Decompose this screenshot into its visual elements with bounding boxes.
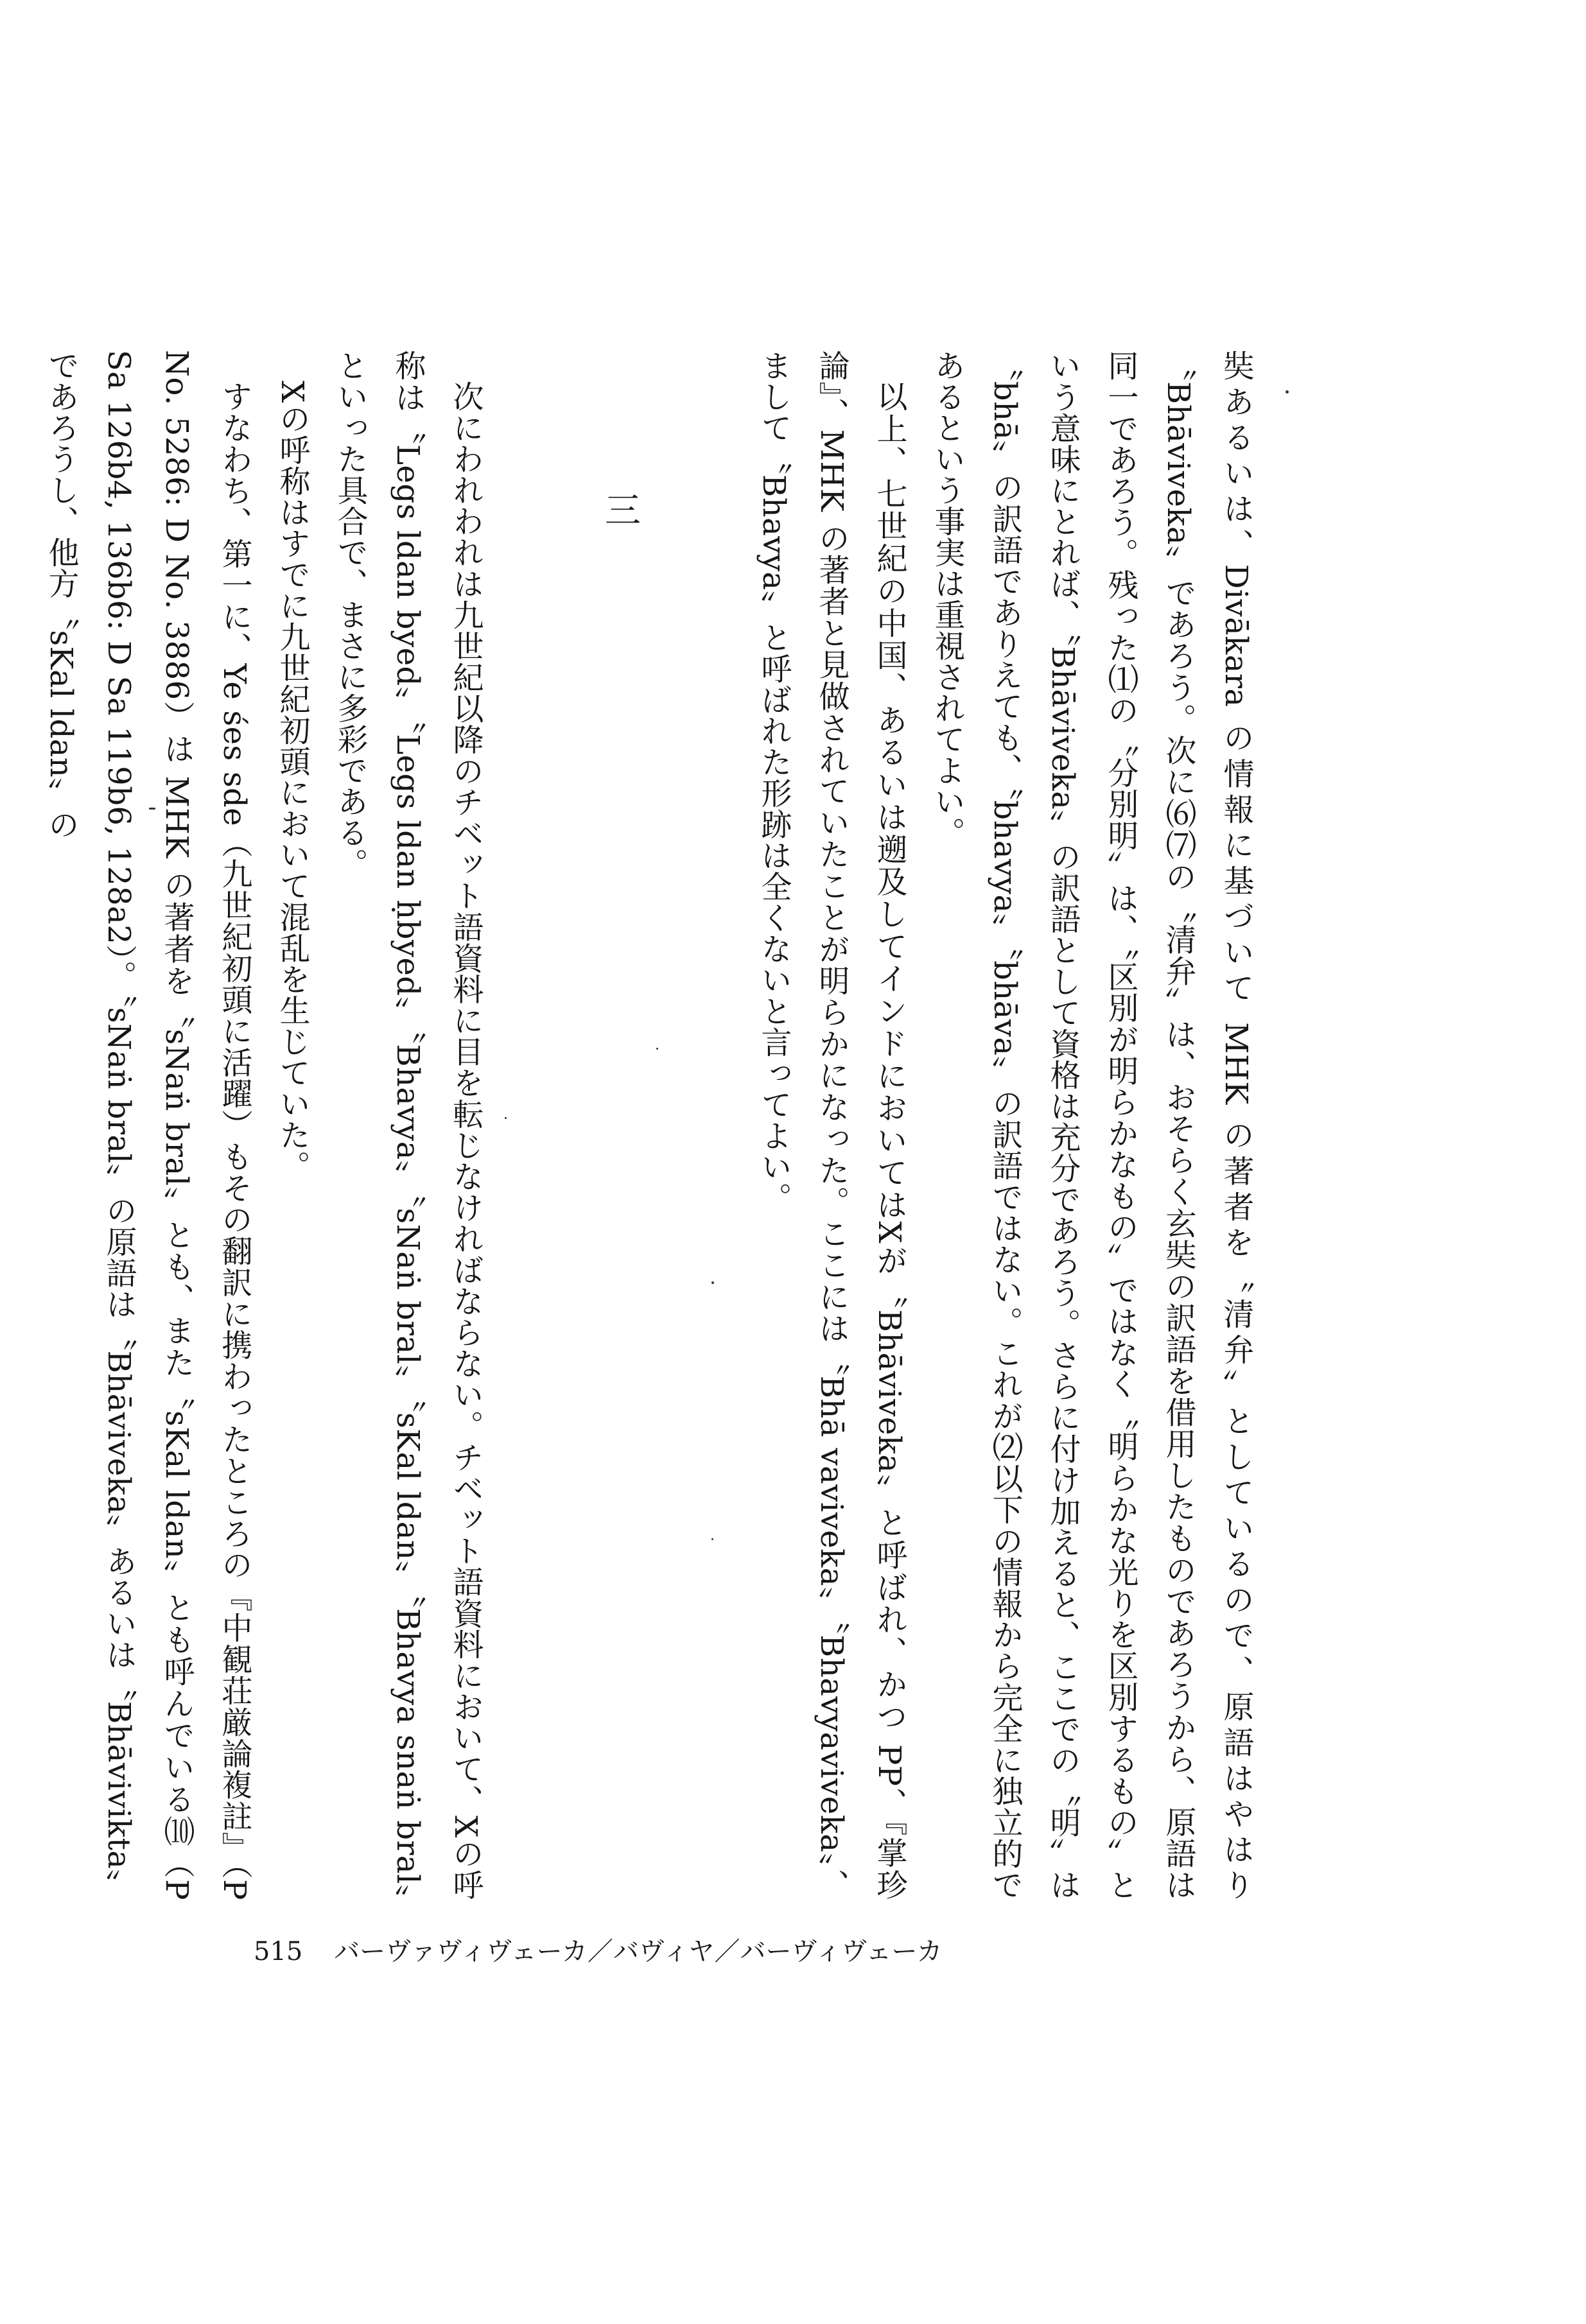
scan-speck [711,1538,713,1540]
scan-speck [505,1117,507,1119]
scan-speck [711,1281,714,1284]
vertical-body-text [32,350,1265,1900]
section-heading: 三 [599,491,641,528]
scan-speck [149,808,155,810]
paragraph-2: 以上、七世紀の中国、あるいは遡及してインドにおいてはXが〝Bhāviveka〟と呼ばれ、かつ PP、『掌珍論』、MHK の著者と見做されていたことが明らかになった。ここには〝Bhā vaviveka〟〝Bhavyaviveka〟、まして〝Bhavya〟と呼ばれた形跡は全くないと言ってよい。 [756,350,907,1900]
page-number: 515 [254,1937,303,1966]
paragraph-4: Xの呼称はすでに九世紀初頭において混乱を生じていた。 [274,381,310,1182]
paragraph-1: 奘あるいは、Divākara の情報に基づいて MHK の著者を〝清弁〟としているので、原語はやはり〝Bhāviveka〟であろう。次に⑹⑺の〝清弁〟は、おそらく玄奘の訳語を借用したものであろうから、原語は同一であろう。残った⑴の〝分別明〟は、〝区別が明らかなもの〟ではなく〝明らかな光りを区別するもの〟という意味にとれば、〝Bhāviveka〟の訳語として資格は充分であろう。さらに付け加えると、ここでの〝明〟は〝bhā〟の訳語でありえても、〝bhavya〟〝bhāva〟の訳語ではない。これが⑵以下の情報から完全に独立的であるという事実は重視されてよい。 [929,350,1254,1900]
paragraph-3: 次にわれわれは九世紀以降のチベット語資料に目を転じなければならない。チベット語資料において、Xの呼称は〝Legs ldan byed〟〝Legs ldan ḥbyed〟〝Bhavya〟〝sNaṅ bral〟〝sKal ldan〟〝Bhavya snaṅ bral〟といった具合で、まさに多彩である。 [332,350,484,1901]
paragraph-5: すなわち、第一に、Ye śes sde（九世紀初頭に活躍）もその翻訳に携わったところの『中観荘厳論複註』（P No. 5286: D No. 3886）は MHK の著者を〝sNaṅ bral〟とも、また〝sKal ldan〟とも呼んでいる⑽（P Sa 126b4, 136b6: D Sa 119b6, 128a2）。〝sNaṅ bral〟の原語は〝Bhāviveka〟あるいは〝Bhāvivikta〟であろうし、他方〝sKal ldan〟の [43,350,252,1900]
running-footer [254,1931,943,1968]
running-title: バーヴァヴィヴェーカ／バヴィヤ／バーヴィヴェーカ [334,1937,943,1966]
scan-speck [1285,390,1289,394]
scan-speck [656,1048,658,1050]
